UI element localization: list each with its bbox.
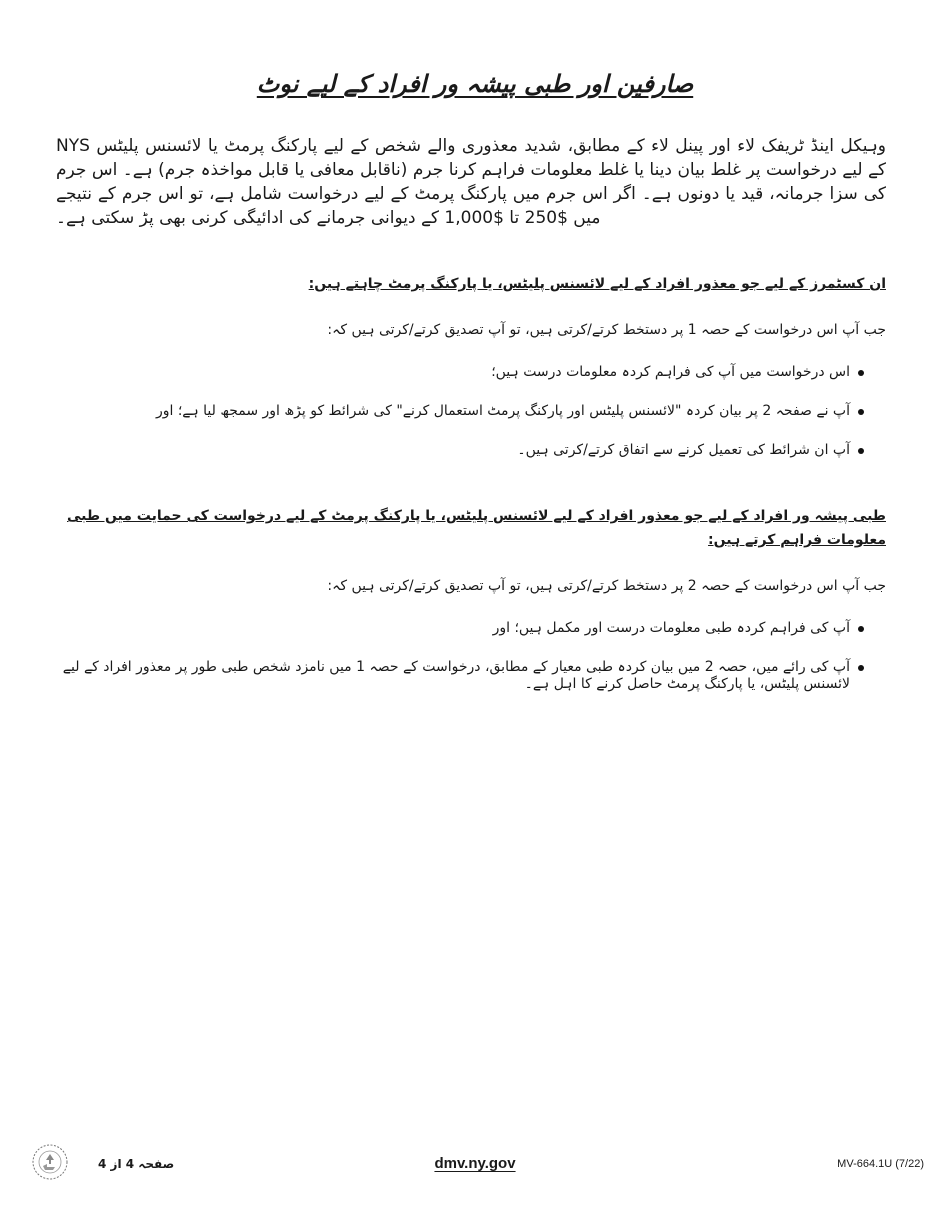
list-item: اس درخواست میں آپ کی فراہم کردہ معلومات درست ہیں؛ xyxy=(56,364,886,381)
bullet-icon xyxy=(858,409,864,415)
list-item: آپ نے صفحہ 2 پر بیان کردہ "لائسنس پلیٹس اور پارکنگ پرمٹ استعمال کرنے" کی شرائط کو پڑھ اور سمجھ لیا ہے؛ اور xyxy=(56,403,886,420)
page-title: صارفین اور طبی پیشہ ور افراد کے لیے نوٹ xyxy=(256,70,694,98)
page-number: صفحہ 4 از 4 xyxy=(98,1157,175,1171)
list-item: آپ کی رائے میں، حصہ 2 میں بیان کردہ طبی معیار کے مطابق، درخواست کے حصہ 1 میں نامزد شخص طبی طور پر معذور افراد کے لیے لائسنس پلیٹس، یا پارکنگ پرمٹ حاصل کرنے کا اہل ہے۔ xyxy=(56,659,886,693)
bullet-icon xyxy=(858,665,864,671)
section2-lead: جب آپ اس درخواست کے حصہ 2 پر دستخط کرتے/کرتی ہیں، تو آپ تصدیق کرتے/کرتی ہیں کہ: xyxy=(327,578,886,594)
section2-heading: طبی پیشہ ور افراد کے لیے جو معذور افراد کے لیے لائسنس پلیٹس، یا پارکنگ پرمٹ کے لیے درخواست کی حمایت میں طبی معلومات فراہم کرتے ہیں: xyxy=(67,508,886,548)
list-item: آپ کی فراہم کردہ طبی معلومات درست اور مکمل ہیں؛ اور xyxy=(56,620,886,637)
section2-bullets xyxy=(56,620,886,693)
section1-heading: ان کسٹمرز کے لیے جو معذور افراد کے لیے لائسنس پلیٹس، یا پارکنگ پرمٹ چاہتے ہیں: xyxy=(308,276,886,292)
form-id: MV-664.1U (7/22) xyxy=(837,1158,924,1170)
intro-paragraph: NYS وہیکل اینڈ ٹریفک لاء اور پینل لاء کے مطابق، شدید معذوری والے شخص کے لیے پارکنگ پرمٹ یا لائسنس پلیٹس کے لیے درخواست پر غلط بیان دینا یا غلط معلومات فراہم کرنا جرم (ناقابل معافی یا قابل مواخذہ جرم) ہے۔ اس جرم کی سزا جرمانہ، قید یا دونوں ہے۔ اگر اس جرم میں پارکنگ پرمٹ کے لیے درخواست شامل ہے، تو اس جرم کے نتیجے میں $250 تا $1,000 کے دیوانی جرمانے کی ادائیگی کرنی بھی پڑ سکتی ہے۔ xyxy=(56,136,886,228)
website-link[interactable]: dmv.ny.gov xyxy=(434,1155,516,1172)
bullet-icon xyxy=(858,626,864,632)
section1-lead: جب آپ اس درخواست کے حصہ 1 پر دستخط کرتے/کرتی ہیں، تو آپ تصدیق کرتے/کرتی ہیں کہ: xyxy=(327,322,886,338)
bullet-icon xyxy=(858,370,864,376)
bullet-icon xyxy=(858,448,864,454)
section1-bullets xyxy=(56,364,886,459)
list-item: آپ ان شرائط کی تعمیل کرنے سے اتفاق کرتے/کرتی ہیں۔ xyxy=(56,442,886,459)
website-footer xyxy=(0,1153,950,1172)
